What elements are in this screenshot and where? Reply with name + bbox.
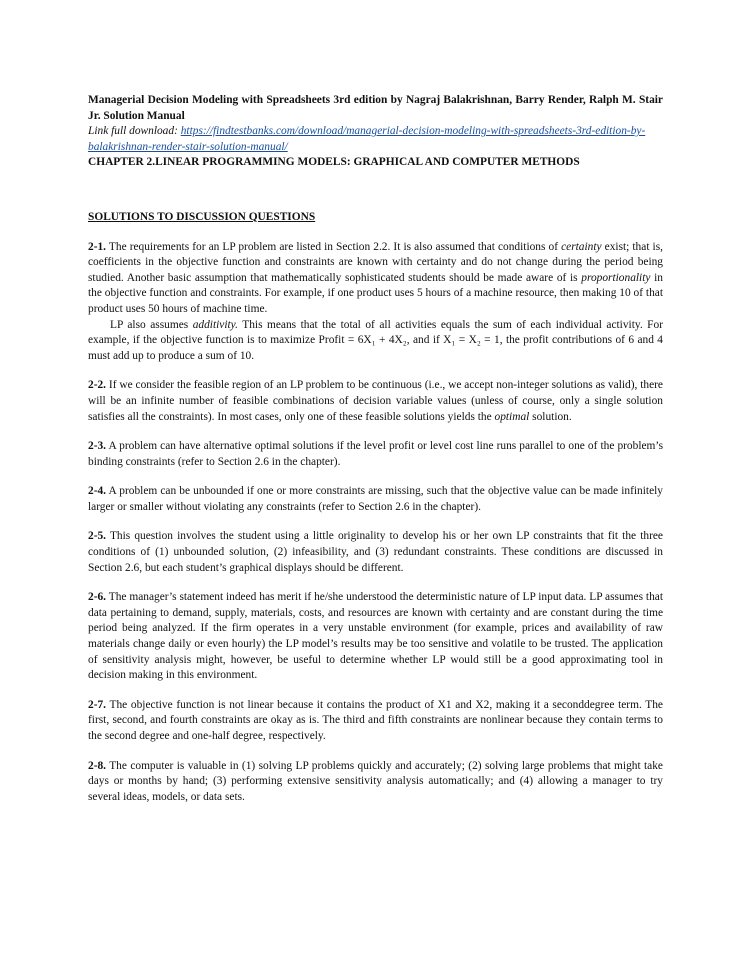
emphasis-term: optimal: [494, 410, 530, 423]
answer-text: solution.: [529, 410, 572, 423]
answer-2-3: [88, 439, 663, 470]
answer-2-2: [88, 378, 663, 425]
answer-text: exist; that is, coefficients in the objective function and constraints are known with certainty and do not change during the period being studied. Another basic assumption that mathematically sophisticated students should be made aware of is: [88, 240, 663, 284]
answer-text: The requirements for an LP problem are listed in Section 2.2. It is also assumed that conditions of: [106, 240, 562, 253]
section-title: SOLUTIONS TO DISCUSSION QUESTIONS: [88, 210, 316, 223]
document-page: [88, 93, 663, 805]
answer-text: If we consider the feasible region of an LP problem to be continuous (i.e., we accept non-integer solutions as valid), there will be an infinite number of feasible combinations of decision variable values (unless of course, only a single solution satisfies all the constraints). In most cases, only one of these feasible solutions yields the: [88, 379, 663, 423]
answer-text: The manager’s statement indeed has merit if he/she understood the deterministic nature of LP input data. LP assumes that data pertaining to demand, supply, materials, costs, and resources are known with certainty and are constant during the time period being analyzed. If the firm operates in a very unstable environment (for example, prices and availability of raw materials change daily or even hourly) the LP model’s results may be too sensitive and volatile to be trusted. The application of sensitivity analysis might, however, be useful to determine whether LP would still be a good approximating tool in decision making in this environment.: [88, 591, 663, 682]
answer-number: 2-7.: [88, 698, 107, 711]
answer-number: 2-4.: [88, 485, 107, 498]
answer-2-1-paragraph-1: [88, 240, 663, 318]
chapter-heading: CHAPTER 2.LINEAR PROGRAMMING MODELS: GRAPHICAL AND COMPUTER METHODS: [88, 156, 580, 169]
link-prefix: Link full download:: [88, 125, 181, 138]
answer-2-8: [88, 759, 663, 806]
answer-2-1-paragraph-2: [88, 318, 663, 365]
answer-2-4: [88, 484, 663, 515]
answer-number: 2-1.: [88, 240, 107, 253]
answer-2-7: [88, 698, 663, 745]
answer-text: The objective function is not linear because it contains the product of X1 and X2, making it a seconddegree term. The first, second, and fourth constraints are okay as is. The third and fifth constraints are nonlinear because they contain terms to the second degree and one-half degree, respectively.: [88, 698, 663, 742]
answer-text: The computer is valuable in (1) solving LP problems quickly and accurately; (2) solving large problems that might take days or months by hand; (3) performing extensive sensitivity analysis automatically; and (4) allowing a manager to try several ideas, models, or data sets.: [88, 759, 663, 803]
answer-2-5: [88, 529, 663, 576]
answer-number: 2-2.: [88, 379, 107, 392]
answer-text: A problem can have alternative optimal solutions if the level profit or level cost line runs parallel to one of the problem’s binding constraints (refer to Section 2.6 in the chapter).: [88, 440, 663, 468]
emphasis-term: additivity.: [192, 318, 238, 331]
download-link[interactable]: https://findtestbanks.com/download/managerial-decision-modeling-with-spreadsheets-3rd-edition-by-balakrishnan-render-stair-solution-manual/: [88, 125, 646, 153]
answer-number: 2-8.: [88, 759, 107, 772]
answer-text: LP also assumes: [110, 318, 193, 331]
answer-number: 2-5.: [88, 530, 107, 543]
emphasis-term: proportionality: [581, 271, 651, 284]
answer-number: 2-6.: [88, 591, 107, 604]
emphasis-term: certainty: [561, 240, 602, 253]
answer-text: This means that the total of all activities equals the sum of each individual activity. For example, if the objective function is to maximize Profit = 6X₁ + 4X₂, and if X₁ = X₂ = 1, the profit contributions of 6 and 4 must add up to produce a sum of 10.: [88, 318, 664, 362]
answer-text: in the objective function and constraints. For example, if one product uses 5 hours of a machine resource, then making 10 of that product uses 50 hours of machine time.: [88, 271, 663, 315]
download-link-line: [88, 124, 663, 155]
answer-2-6: [88, 590, 663, 684]
answer-2-1: [88, 240, 663, 365]
document-title: Managerial Decision Modeling with Spreadsheets 3rd edition by Nagraj Balakrishnan, Barry Render, Ralph M. Stair Jr. Solution Manual: [88, 94, 663, 122]
answer-number: 2-3.: [88, 440, 107, 453]
answer-text: A problem can be unbounded if one or more constraints are missing, such that the objective value can be made infinitely larger or smaller without violating any constraints (refer to Section 2.6 in the chapter).: [88, 485, 663, 513]
answer-text: This question involves the student using a little originality to develop his or her own LP constraints that fit the three conditions of (1) unbounded solution, (2) infeasibility, and (3) redundant constraints. These conditions are discussed in Section 2.6, but each student’s graphical displays should be different.: [88, 530, 663, 574]
